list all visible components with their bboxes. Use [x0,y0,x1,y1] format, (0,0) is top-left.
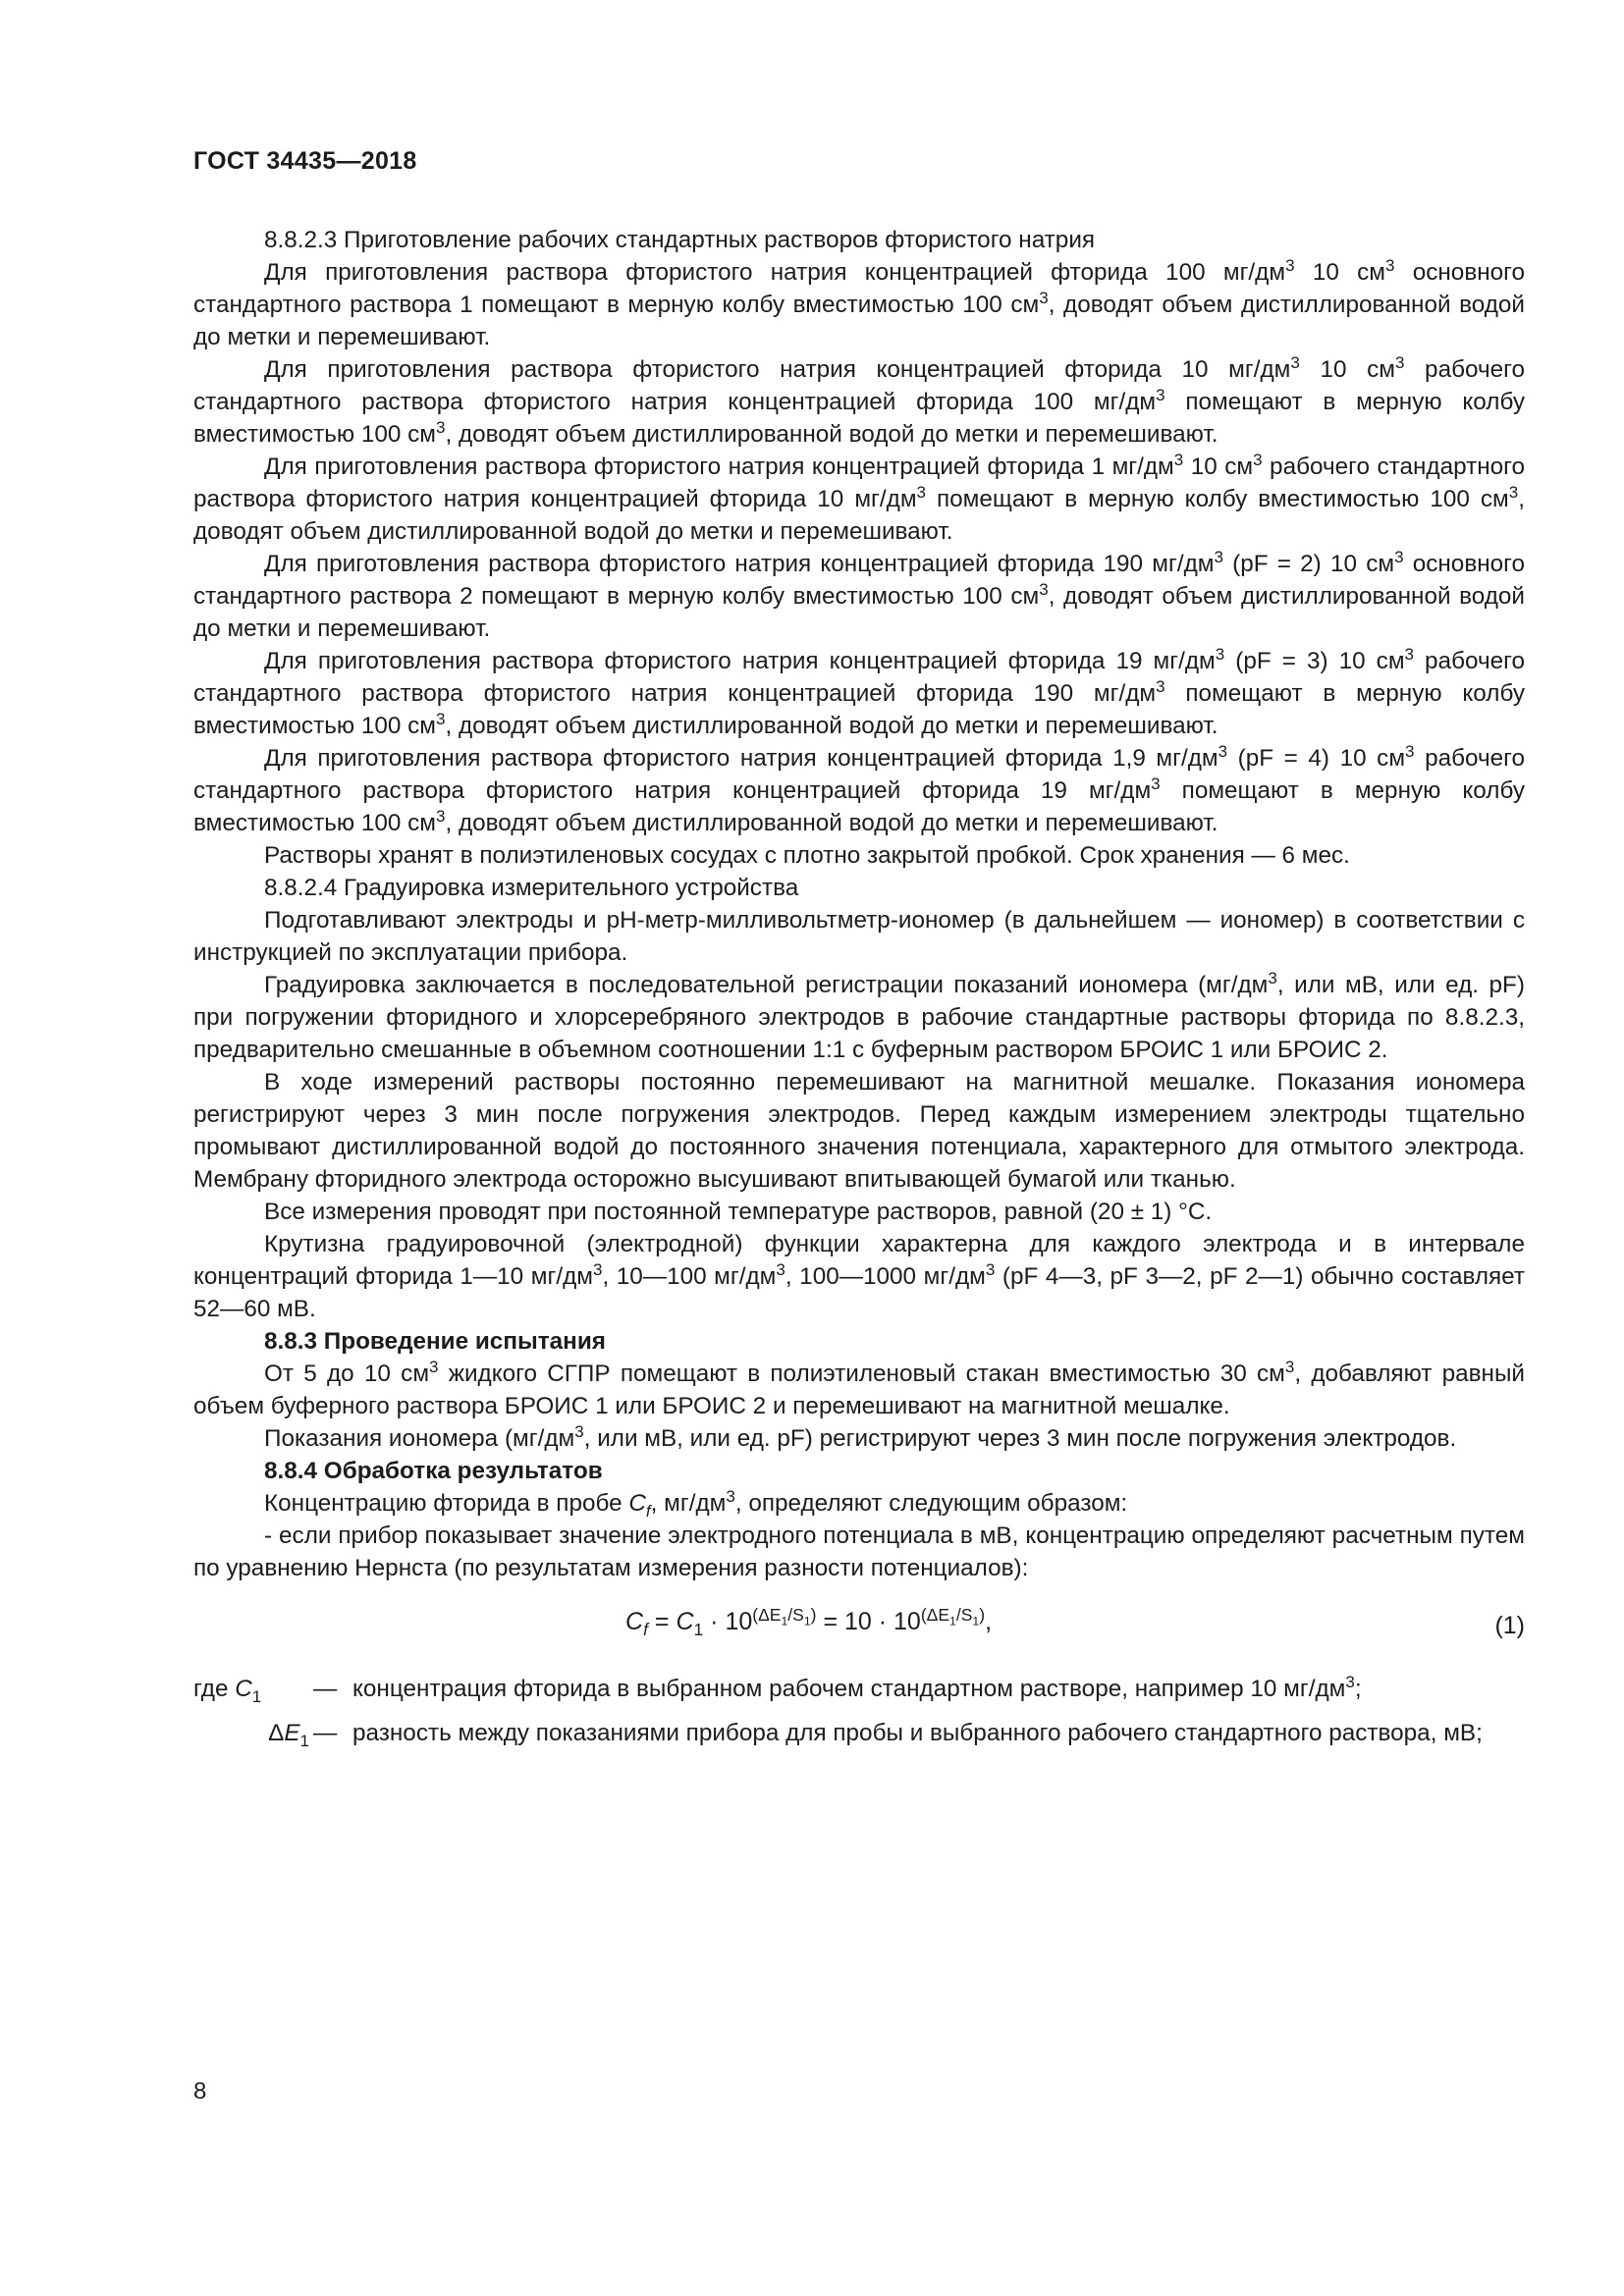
paragraph-10mg: Для приготовления раствора фтористого натрия концентрацией фторида 10 $мг/дм^3$ 10 $см^3$ рабочего стандартного раствора фтористого натрия концентрацией фторида 100 $мг/дм^3$ помещают в мерную колбу вместимостью 100 $см^3$, доводят объем дистиллированной водой до метки и перемешивают. [193,352,1525,448]
page-number: 8 [193,2078,207,2105]
paragraph-nernst: - если прибор показывает значение электродного потенциала в мВ, концентрацию определяют расчетным путем по уравнению Нернста (по результатам измерения разности потенциалов): [193,1522,1525,1581]
definition-c1-text: концентрация фторида в выбранном рабочем стандартном растворе, например 10 $мг/дм^3$; [352,1672,1362,1702]
section-8-8-2-4-heading: 8.8.2.4 Градуировка измерительного устройства [264,875,799,901]
formula-expression: $C_f = C_1 \cdot 10^{(\Delta E_1/S_1)} = 10 \cdot 10^{(\Delta E_1/S_1)}$, [625,1604,993,1639]
document-body [193,224,1525,1749]
paragraph-concentration-intro: Концентрацию фторида в пробе $C_f$, $мг/дм^3$, определяют следующим образом: [264,1486,1128,1521]
paragraph-test-procedure: От 5 до 10 $см^3$ жидкого СГПР помещают в полиэтиленовый стакан вместимостью 30 $см^3$, добавляют равный объем буферного раствора БРОИС 1 или БРОИС 2 и перемешивают на магнитной мешалке. [193,1357,1525,1419]
paragraph-storage: Растворы хранят в полиэтиленовых сосудах с плотно закрытой пробкой. Срок хранения — 6 мес. [264,842,1350,869]
paragraph-temperature: Все измерения проводят при постоянной температуре растворов, равной (20 ± 1) °С. [264,1199,1213,1225]
paragraph-100mg: Для приготовления раствора фтористого натрия концентрацией фторида 100 $мг/дм^3$ 10 $см^3$ основного стандартного раствора 1 помещают в мерную колбу вместимостью 100 $см^3$, доводят объем дистиллированной водой до метки и перемешивают. [193,255,1526,350]
paragraph-1mg: Для приготовления раствора фтористого натрия концентрацией фторида 1 $мг/дм^3$ 10 $см^3$ рабочего стандартного раствора фтористого натрия концентрацией фторида 10 $мг/дм^3$ помещают в мерную колбу вместимостью 100 $см^3$, доводят объем дистиллированной водой до метки и перемешивают. [193,450,1525,545]
paragraph-190mg: Для приготовления раствора фтористого натрия концентрацией фторида 190 $мг/дм^3$ (pF = 2) 10 $см^3$ основного стандартного раствора 2 помещают в мерную колбу вместимостью 100 $см^3$, доводят объем дистиллированной водой до метки и перемешивают. [193,547,1526,642]
paragraph-calibration: Градуировка заключается в последовательной регистрации показаний иономера ($мг/дм^3$, или мВ, или ед. pF) при погружении фторидного и хлорсеребряного электродов в рабочие стандартные растворы фторида по 8.8.2.3, предварительно смешанные в объемном соотношении 1:1 с буферным раствором БРОИС 1 или БРОИС 2. [193,968,1525,1063]
definition-c1-symbol: где $C_1$ [193,1676,262,1706]
definition-c1: где $C_1$ — концентрация фторида в выбранном рабочем стандартном растворе, например 10 $мг/дм^3$; [193,1673,1525,1705]
section-8-8-4-heading: 8.8.4 Обработка результатов [264,1458,603,1484]
section-8-8-3-heading: 8.8.3 Проведение испытания [264,1328,606,1355]
nernst-formula [193,1600,1525,1659]
paragraph-measurement-process: В ходе измерений растворы постоянно перемешивают на магнитной мешалке. Показания иономера регистрируют через 3 мин после погружения электродов. Перед каждым измерением электроды тщательно промывают дистиллированной водой до постоянного значения потенциала, характерного для отмытого электрода. Мембрану фторидного электрода осторожно высушивают впитывающей бумагой или тканью. [193,1069,1525,1193]
formula-number: (1) [1494,1612,1525,1639]
definition-delta-e1-text: разность между показаниями прибора для пробы и выбранного рабочего стандартного раствора, мВ; [352,1720,1483,1746]
paragraph-electrodes-prep: Подготавливают электроды и pH-метр-милливольтметр-иономер (в дальнейшем — иономер) в соответствии с инструкцией по эксплуатации прибора. [193,907,1525,966]
paragraph-readings: Показания иономера ($мг/дм^3$, или мВ, или ед. pF) регистрируют через 3 мин после погружения электродов. [264,1421,1457,1452]
paragraph-19mg: Для приготовления раствора фтористого натрия концентрацией фторида 19 $мг/дм^3$ (pF = 3) 10 $см^3$ рабочего стандартного раствора фтористого натрия концентрацией фторида 190 $мг/дм^3$ помещают в мерную колбу вместимостью 100 $см^3$, доводят объем дистиллированной водой до метки и перемешивают. [193,644,1525,739]
document-header-title: ГОСТ 34435—2018 [193,147,417,175]
definition-delta-e1: $\Delta E_1$ — разность между показаниями прибора для пробы и выбранного рабочего стандартного раствора, мВ; [193,1717,1525,1749]
section-8-8-2-3-heading: 8.8.2.3 Приготовление рабочих стандартных растворов фтористого натрия [264,227,1096,253]
definition-delta-e1-symbol: $\Delta E_1$ [268,1720,309,1750]
paragraph-slope: Крутизна градуировочной (электродной) функции характерна для каждого электрода и в интервале концентраций фторида 1—10 $мг/дм^3$, 10—100 $мг/дм^3$, 100—1000 $мг/дм^3$ (pF 4—3, pF 3—2, pF 2—1) обычно составляет 52—60 мВ. [193,1231,1526,1322]
paragraph-1-9mg: Для приготовления раствора фтористого натрия концентрацией фторида 1,9 $мг/дм^3$ (pF = 4) 10 $см^3$ рабочего стандартного раствора фтористого натрия концентрацией фторида 19 $мг/дм^3$ помещают в мерную колбу вместимостью 100 $см^3$, доводят объем дистиллированной водой до метки и перемешивают. [193,741,1525,836]
